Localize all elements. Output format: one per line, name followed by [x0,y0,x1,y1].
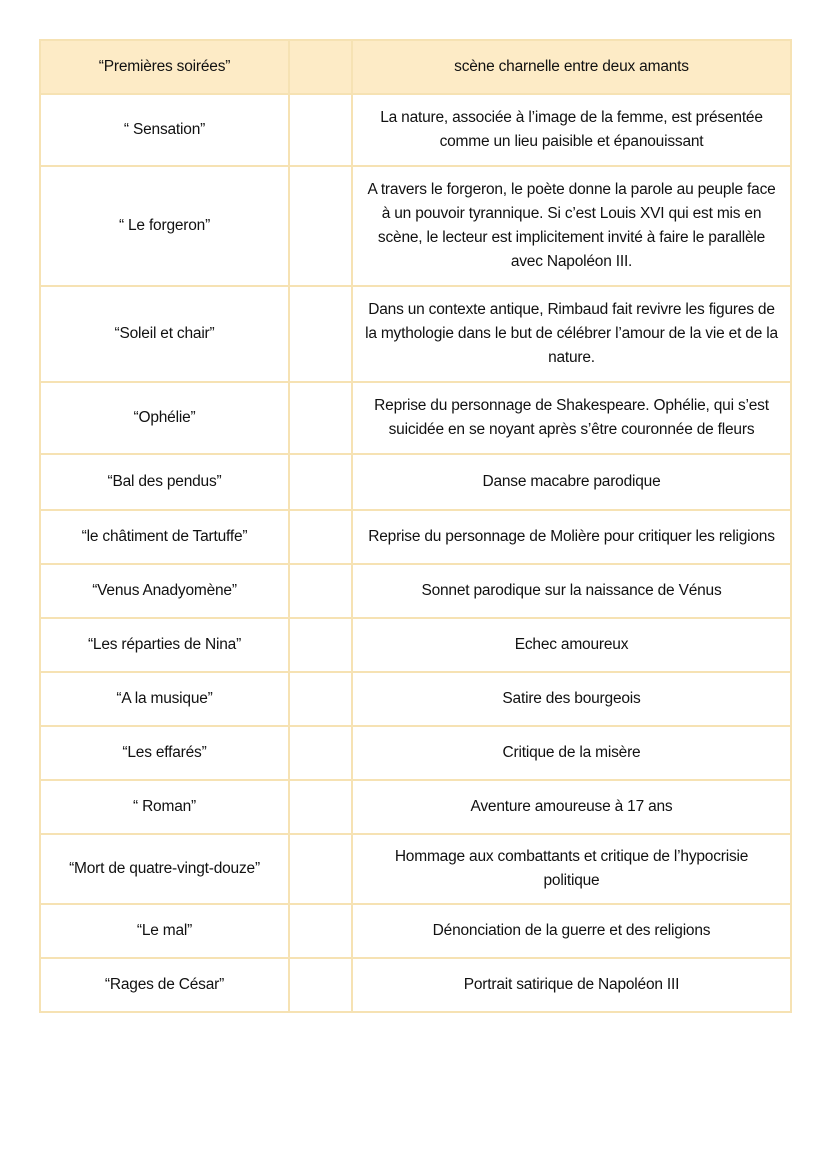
poem-title-cell: “Ophélie” [40,382,289,454]
table-row [40,286,791,382]
poem-description-cell: La nature, associée à l’image de la femme, est présentée comme un lieu paisible et épanouissant [352,94,791,166]
poem-description-cell: Hommage aux combattants et critique de l’hypocrisie politique [352,834,791,904]
table-row [40,382,791,454]
poem-description-cell: Dans un contexte antique, Rimbaud fait revivre les figures de la mythologie dans le but de célébrer l’amour de la vie et de la nature. [352,286,791,382]
poem-title-cell: “Les effarés” [40,726,289,780]
table-row [40,834,791,904]
table-row [40,510,791,564]
table-row [40,618,791,672]
table-row [40,904,791,958]
empty-cell [289,166,352,286]
empty-cell [289,904,352,958]
table-row [40,672,791,726]
poem-title-cell: “Venus Anadyomène” [40,564,289,618]
poem-description-cell: Dénonciation de la guerre et des religions [352,904,791,958]
poem-description-cell: Portrait satirique de Napoléon III [352,958,791,1012]
table-row [40,780,791,834]
empty-cell [289,618,352,672]
poem-title-cell: “Premières soirées” [40,40,289,94]
empty-cell [289,510,352,564]
table-row [40,958,791,1012]
table-row [40,166,791,286]
poem-title-cell: “ Sensation” [40,94,289,166]
table-row [40,726,791,780]
empty-cell [289,672,352,726]
poem-description-cell: Sonnet parodique sur la naissance de Vénus [352,564,791,618]
poem-title-cell: “Soleil et chair” [40,286,289,382]
poem-title-cell: “Les réparties de Nina” [40,618,289,672]
poem-title-cell: “Le mal” [40,904,289,958]
document-page [39,39,790,1013]
poem-description-cell: Aventure amoureuse à 17 ans [352,780,791,834]
poems-table [39,39,792,1013]
poem-title-cell: “Rages de César” [40,958,289,1012]
table-row [40,454,791,510]
poem-title-cell: “Bal des pendus” [40,454,289,510]
poem-description-cell: Critique de la misère [352,726,791,780]
table-header-row [40,40,791,94]
poem-description-cell: Danse macabre parodique [352,454,791,510]
table-row [40,564,791,618]
poem-title-cell: “le châtiment de Tartuffe” [40,510,289,564]
empty-cell [289,382,352,454]
poem-title-cell: “A la musique” [40,672,289,726]
poem-title-cell: “ Le forgeron” [40,166,289,286]
poem-description-cell: Echec amoureux [352,618,791,672]
empty-cell [289,286,352,382]
empty-cell [289,94,352,166]
empty-cell [289,834,352,904]
empty-cell [289,958,352,1012]
table-row [40,94,791,166]
poem-title-cell: “Mort de quatre-vingt-douze” [40,834,289,904]
poem-description-cell: Satire des bourgeois [352,672,791,726]
poem-description-cell: Reprise du personnage de Shakespeare. Ophélie, qui s’est suicidée en se noyant après s’être couronnée de fleurs [352,382,791,454]
empty-cell [289,564,352,618]
poem-description-cell: scène charnelle entre deux amants [352,40,791,94]
empty-cell [289,40,352,94]
empty-cell [289,780,352,834]
empty-cell [289,726,352,780]
poem-title-cell: “ Roman” [40,780,289,834]
poem-description-cell: A travers le forgeron, le poète donne la parole au peuple face à un pouvoir tyrannique. Si c’est Louis XVI qui est mis en scène, le lecteur est implicitement invité à faire le parallèle avec Napoléon III. [352,166,791,286]
poem-description-cell: Reprise du personnage de Molière pour critiquer les religions [352,510,791,564]
empty-cell [289,454,352,510]
